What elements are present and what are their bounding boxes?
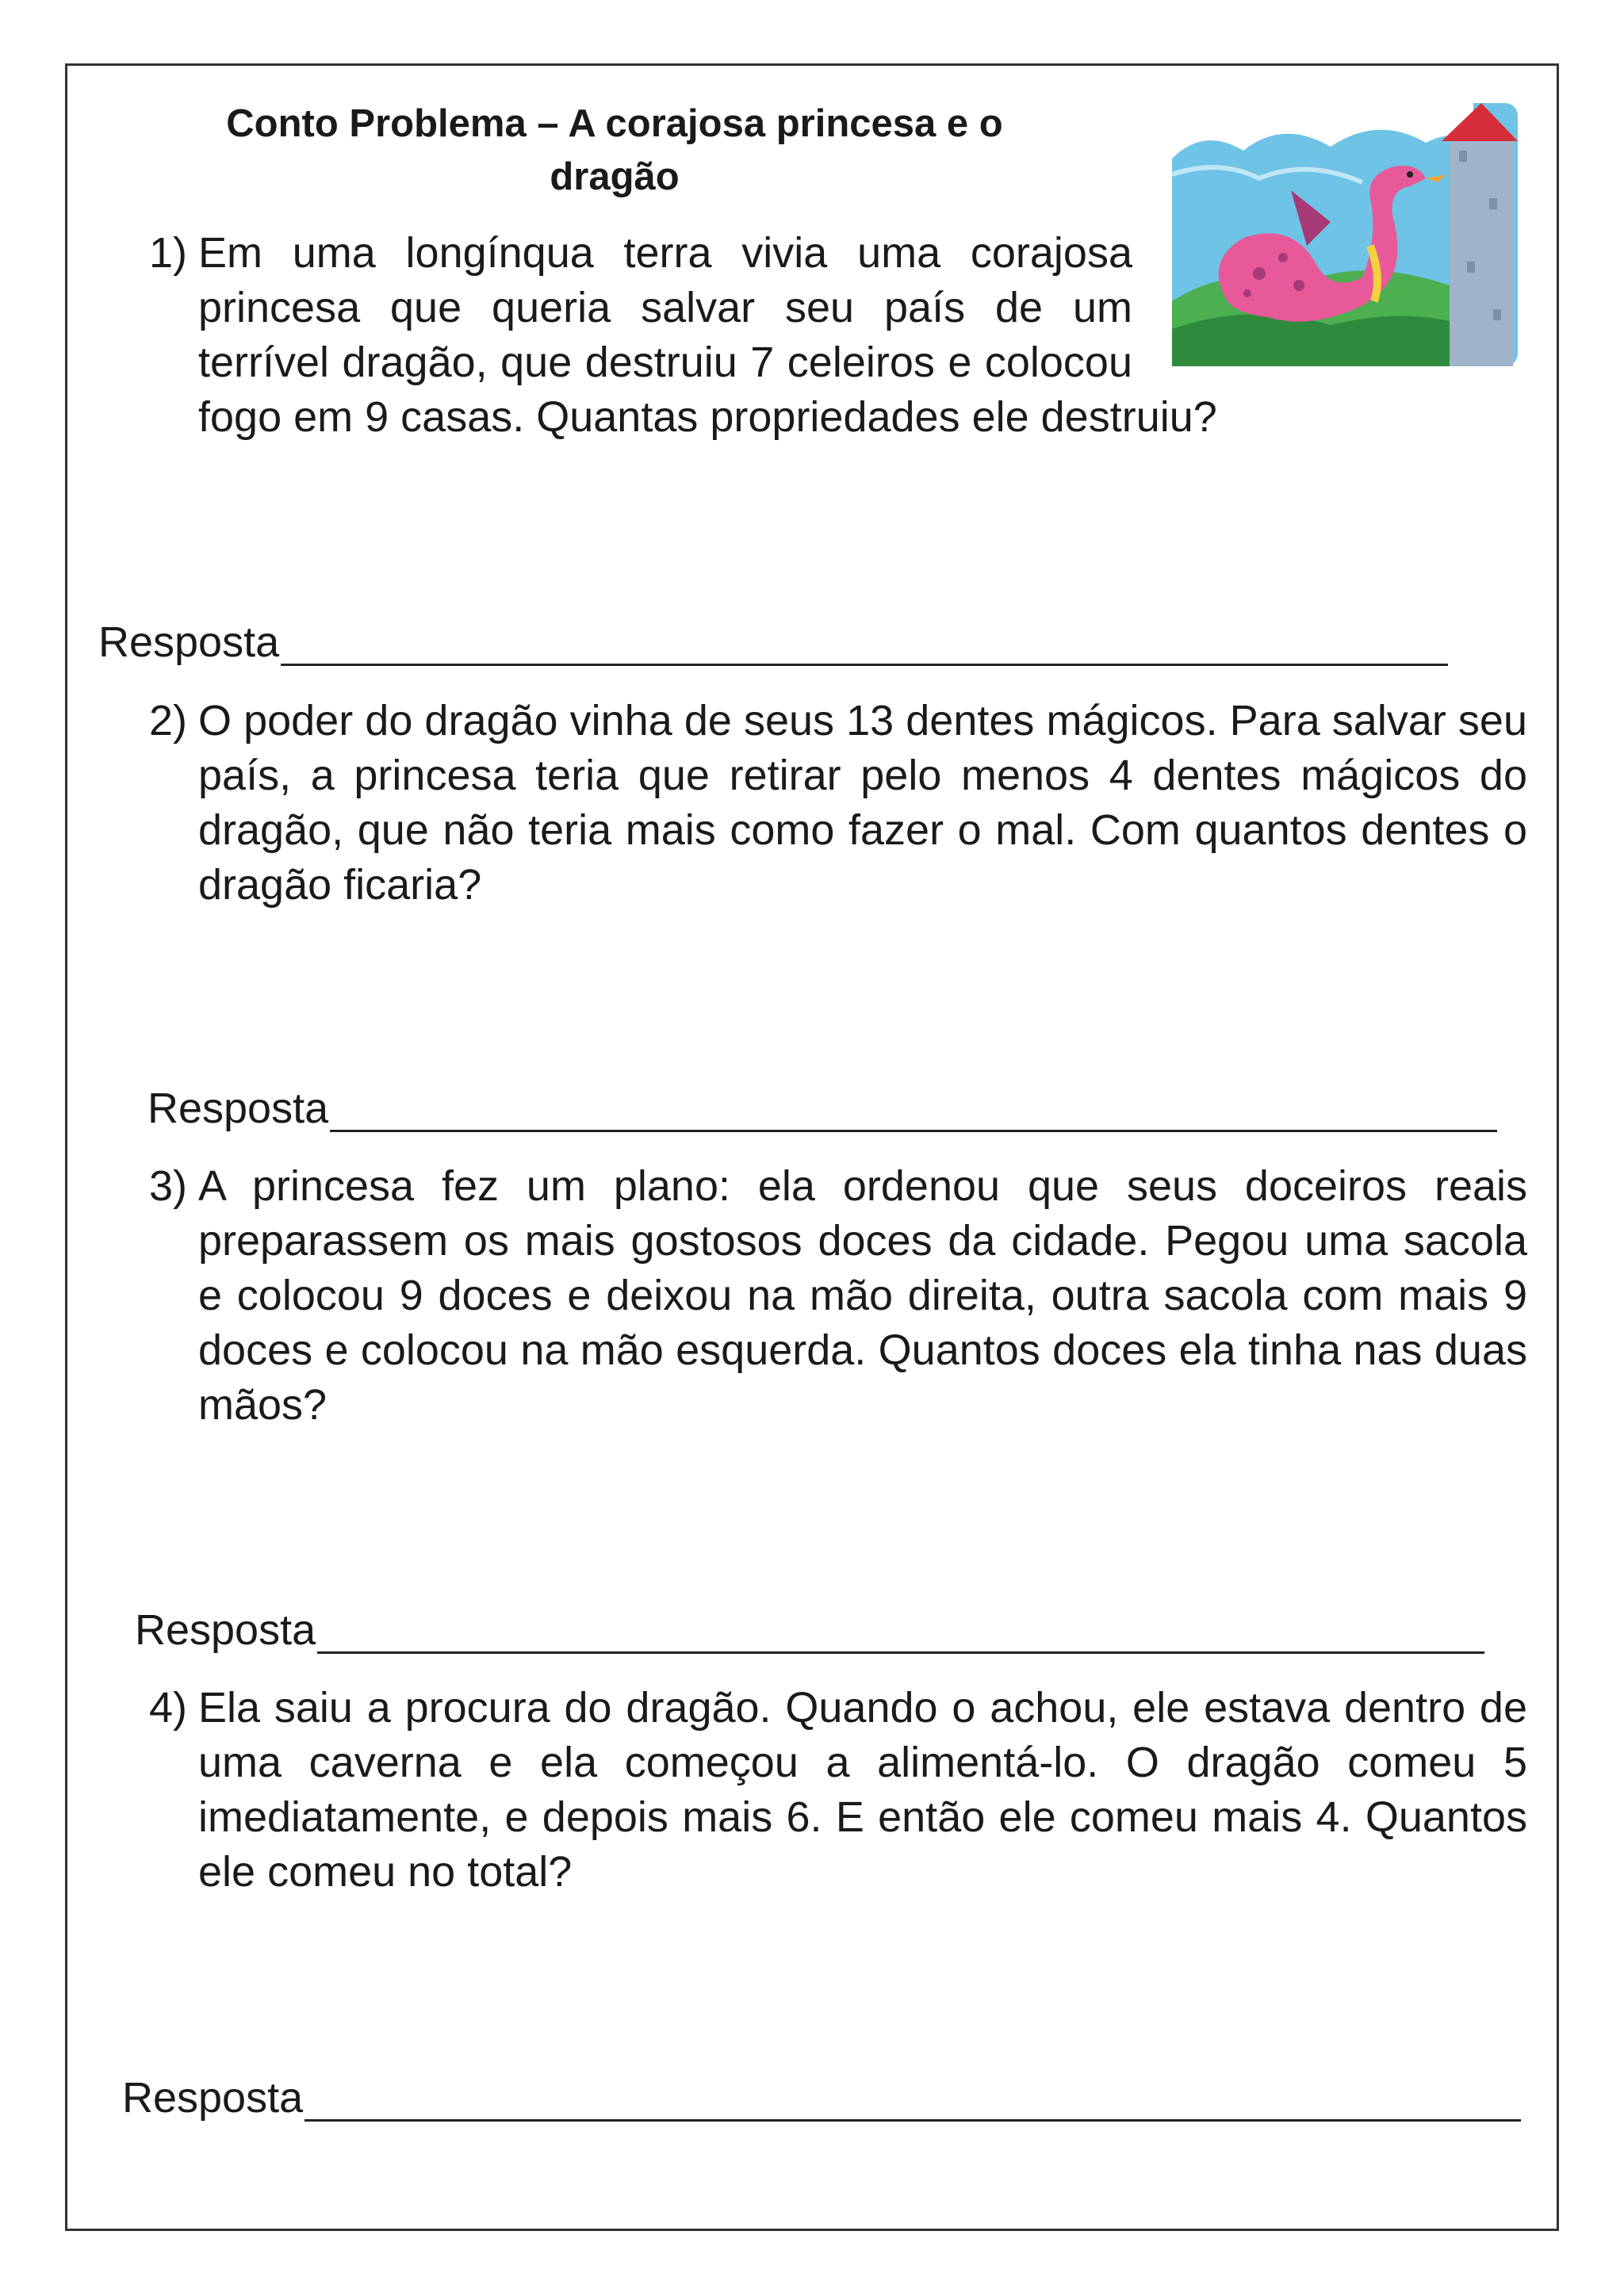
question-number: 2) bbox=[149, 697, 188, 744]
question-2 bbox=[149, 694, 1527, 913]
question-number: 3) bbox=[149, 1162, 188, 1210]
answer-label: Resposta bbox=[122, 2074, 304, 2122]
answer-2 bbox=[147, 1085, 1497, 1132]
question-text: Ela saiu a procura do dragão. Quando o achou, ele estava dentro de uma caverna e ela começou a alimentá-lo. O dragão comeu 5 imediatamente, e depois mais 6. E então ele comeu mais 4. Quantos ele comeu no total? bbox=[198, 1684, 1527, 1896]
answer-line[interactable] bbox=[317, 1615, 1484, 1654]
question-1-line-4: fogo em 9 casas. Quantas propriedades ele destruiu? bbox=[198, 393, 1217, 441]
dragon-castle-illustration bbox=[1172, 103, 1518, 366]
question-1-line-3: terrível dragão, que destruiu 7 celeiros e colocou bbox=[198, 339, 1132, 386]
answer-label: Resposta bbox=[98, 618, 280, 666]
worksheet-title-line-1: Conto Problema – A corajosa princesa e o bbox=[226, 102, 1003, 145]
question-number: 1) bbox=[149, 229, 188, 277]
question-text: A princesa fez um plano: ela ordenou que seus doceiros reais preparassem os mais gostosos doces da cidade. Pegou uma sacola e colocou 9 doces e deixou na mão direita, outra sacola com mais 9 doces e colocou na mão esquerda. Quantos doces ela tinha nas duas mãos? bbox=[198, 1162, 1527, 1429]
question-1-line-1: Em uma longínqua terra vivia uma corajosa bbox=[198, 229, 1132, 277]
question-1 bbox=[149, 226, 1217, 445]
question-number: 4) bbox=[149, 1684, 188, 1732]
answer-label: Resposta bbox=[135, 1606, 316, 1654]
question-3 bbox=[149, 1159, 1527, 1433]
answer-3 bbox=[135, 1606, 1484, 1654]
question-4 bbox=[149, 1681, 1527, 1900]
worksheet-title-line-2: dragão bbox=[550, 155, 680, 198]
question-1-line-2: princesa que queria salvar seu país de um bbox=[198, 284, 1132, 331]
answer-line[interactable] bbox=[304, 2083, 1521, 2122]
question-text: O poder do dragão vinha de seus 13 dentes mágicos. Para salvar seu país, a princesa teria que retirar pelo menos 4 dentes mágicos do dragão, que não teria mais como fazer o mal. Com quantos dentes o dragão ficaria? bbox=[198, 697, 1527, 909]
answer-label: Resposta bbox=[147, 1085, 329, 1132]
answer-4 bbox=[122, 2074, 1521, 2122]
answer-1 bbox=[98, 618, 1448, 666]
answer-line[interactable] bbox=[281, 627, 1448, 666]
answer-line[interactable] bbox=[330, 1093, 1497, 1132]
